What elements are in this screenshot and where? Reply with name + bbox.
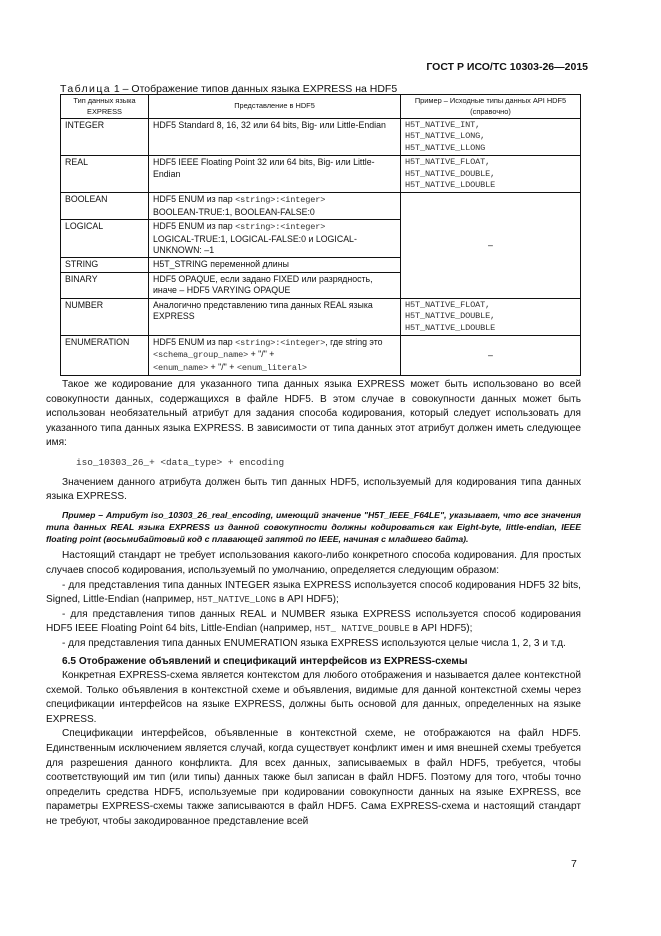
cell-text: HDF5 ENUM из пар bbox=[153, 194, 236, 205]
header-hdf5-representation: Представление в HDF5 bbox=[149, 95, 401, 119]
cell-example bbox=[401, 119, 581, 156]
cell-type: BOOLEAN bbox=[61, 193, 149, 220]
example-line: H5T_NATIVE_FLOAT, bbox=[405, 299, 491, 310]
table-row-integer bbox=[61, 119, 581, 156]
header-express-type: Тип данных языка EXPRESS bbox=[61, 95, 149, 119]
table-header-row bbox=[61, 95, 581, 119]
cell-hdf5 bbox=[149, 335, 401, 375]
cell-type: STRING bbox=[61, 258, 149, 272]
cell-text: HDF5 ENUM из пар bbox=[153, 336, 236, 347]
cell-code: <enum_literal> bbox=[236, 362, 307, 373]
cell-hdf5 bbox=[149, 193, 401, 220]
cell-text: HDF5 ENUM из пар bbox=[153, 221, 236, 232]
cell-type: BINARY bbox=[61, 272, 149, 298]
table-row-number bbox=[61, 298, 581, 335]
example-line: H5T_NATIVE_LDOUBLE bbox=[405, 180, 496, 191]
cell-type: NUMBER bbox=[61, 298, 149, 335]
cell-text: + "/" + bbox=[248, 349, 275, 360]
example-line: H5T_NATIVE_DOUBLE, bbox=[405, 168, 496, 179]
example-line: H5T_NATIVE_LDOUBLE bbox=[405, 322, 496, 333]
paragraph: Значением данного атрибута должен быть тип данных HDF5, используемый для кодирования типа данных языка EXPRESS. bbox=[46, 476, 581, 503]
header-native-example: Пример – Исходные типы данных API HDF5 (справочно) bbox=[401, 95, 581, 119]
table-caption-title: 1 – Отображение типов данных языка EXPRESS на HDF5 bbox=[110, 83, 398, 95]
paragraph: Спецификации интерфейсов, объявленные в контекстной схеме, не отображаются на файл HDF5. Единственным исключением является случай, когда существует конфликт имен и имя внешней схемы требуется для разрешения данного конфликта. Для всех данных, записываемых в файл HDF5, требуется, чтобы соответствующий им тип (или типы) данных также был записан в файл HDF5. Поэтому для того, чтобы точно определить средства HDF5, используемые при кодировании совокупности данных на языке EXPRESS, все параметры EXPRESS-схемы также записываются в файл HDF5. Сама EXPRESS-схема и настоящий стандарт не требуют, чтобы закодированное представление всей bbox=[46, 728, 581, 828]
attribute-name-formula: iso_10303_26_+ <data_type> + encoding bbox=[76, 456, 285, 468]
example-line: H5T_NATIVE_LONG, bbox=[405, 131, 486, 142]
body-text bbox=[46, 378, 581, 830]
list-item bbox=[46, 579, 581, 608]
table-row-boolean bbox=[61, 193, 581, 220]
list-item: - для представления типа данных ENUMERATION языка EXPRESS используются целые числа 1, 2, 3 и т.д. bbox=[62, 637, 566, 649]
cell-hdf5: HDF5 IEEE Floating Point 32 или 64 bits, Big- или Little-Endian bbox=[149, 156, 401, 193]
page-number: 7 bbox=[571, 858, 577, 870]
example-note: Пример – Атрибут iso_10303_26_real_encoding, имеющий значение "H5T_IEEE_F64LE", указывает, что все значения типа данных REAL языка EXPRESS из данной совокупности должны кодироваться как Eight-byte, little-endian, IEEE floating point (восьмибайтовый код с плавающей запятой по IEEE, начиная с младшего байта). bbox=[46, 509, 581, 545]
paragraph: Настоящий стандарт не требует использования какого-либо конкретного способа кодирования. Для простых случаев способ кодирования, используемый по умолчанию, определяется следующим образом: bbox=[46, 550, 581, 576]
cell-type: ENUMERATION bbox=[61, 335, 149, 375]
cell-type: INTEGER bbox=[61, 119, 149, 156]
cell-code: <string>:<integer> bbox=[235, 222, 326, 233]
inline-code: H5T_NATIVE_LONG bbox=[197, 595, 277, 606]
list-item-text: - для представления типа данных INTEGER языка EXPRESS используется способ кодирования HDF5 32 bits, Signed, Little-Endian (например, bbox=[46, 579, 581, 606]
cell-example-group: – bbox=[401, 193, 581, 298]
list-item-text: в API HDF5); bbox=[276, 594, 339, 606]
cell-hdf5: HDF5 OPAQUE, если задано FIXED или разрядность, иначе – HDF5 VARYING OPAQUE bbox=[149, 272, 401, 298]
cell-code: <string>:<integer> bbox=[235, 337, 326, 348]
document-header: ГОСТ Р ИСО/ТС 10303-26—2015 bbox=[426, 61, 588, 73]
cell-hdf5: Аналогично представлению типа данных REAL языка EXPRESS bbox=[149, 298, 401, 335]
example-line: H5T_NATIVE_LLONG bbox=[405, 142, 486, 153]
cell-example bbox=[401, 156, 581, 193]
example-line: H5T_NATIVE_DOUBLE, bbox=[405, 311, 496, 322]
paragraph: Такое же кодирование для указанного типа данных языка EXPRESS может быть использовано во всей совокупности данных, содержащихся в файле HDF5. В этом случае в совокупности данных может быть использован необязательный атрибут для задания способа кодирования, который следует использовать для указанного типа данных языка EXPRESS. В зависимости от типа данных этот атрибут должен иметь следующее имя: bbox=[46, 379, 581, 449]
cell-text: LOGICAL-TRUE:1, LOGICAL-FALSE:0 и LOGICAL-UNKNOWN: –1 bbox=[153, 233, 357, 256]
cell-type: LOGICAL bbox=[61, 220, 149, 258]
cell-example: – bbox=[401, 335, 581, 375]
cell-text: BOOLEAN-TRUE:1, BOOLEAN-FALSE:0 bbox=[153, 206, 315, 217]
table-row-enumeration bbox=[61, 335, 581, 375]
cell-hdf5: HDF5 Standard 8, 16, 32 или 64 bits, Big- или Little-Endian bbox=[149, 119, 401, 156]
inline-code: H5T_ NATIVE_DOUBLE bbox=[314, 624, 410, 635]
section-heading: 6.5 Отображение объявлений и спецификаций интерфейсов из EXPRESS-схемы bbox=[62, 655, 468, 667]
example-line: H5T_NATIVE_INT, bbox=[405, 120, 481, 130]
cell-code: <string>:<integer> bbox=[235, 195, 326, 206]
mapping-table bbox=[60, 94, 581, 376]
cell-example bbox=[401, 298, 581, 335]
list-item-text: в API HDF5); bbox=[409, 623, 473, 635]
list-item bbox=[46, 608, 581, 637]
cell-text: + "/" + bbox=[208, 361, 237, 372]
example-line: H5T_NATIVE_FLOAT, bbox=[405, 157, 491, 168]
cell-code: <schema_group_name> bbox=[153, 350, 249, 361]
table-caption-word: Таблица bbox=[60, 83, 111, 95]
cell-hdf5 bbox=[149, 220, 401, 258]
cell-type: REAL bbox=[61, 156, 149, 193]
table-row-real bbox=[61, 156, 581, 193]
cell-hdf5: H5T_STRING переменной длины bbox=[149, 258, 401, 272]
cell-code: <enum_name> bbox=[153, 362, 209, 373]
paragraph: Конкретная EXPRESS-схема является контекстом для любого отображения и называется далее контекстной схемой. Только объявления в контекстной схеме и объявления, видимые для данной контекстной схемы через спецификации интерфейсов на языке EXPRESS, должны быть основой для данных, определенных на языке EXPRESS. bbox=[46, 670, 581, 725]
cell-text: , где string это bbox=[325, 336, 383, 347]
list-item-text: - для представления типов данных REAL и NUMBER языка EXPRESS используется способ кодирования HDF5 IEEE Floating Point 64 bits, Little-Endian (например, bbox=[46, 608, 581, 635]
